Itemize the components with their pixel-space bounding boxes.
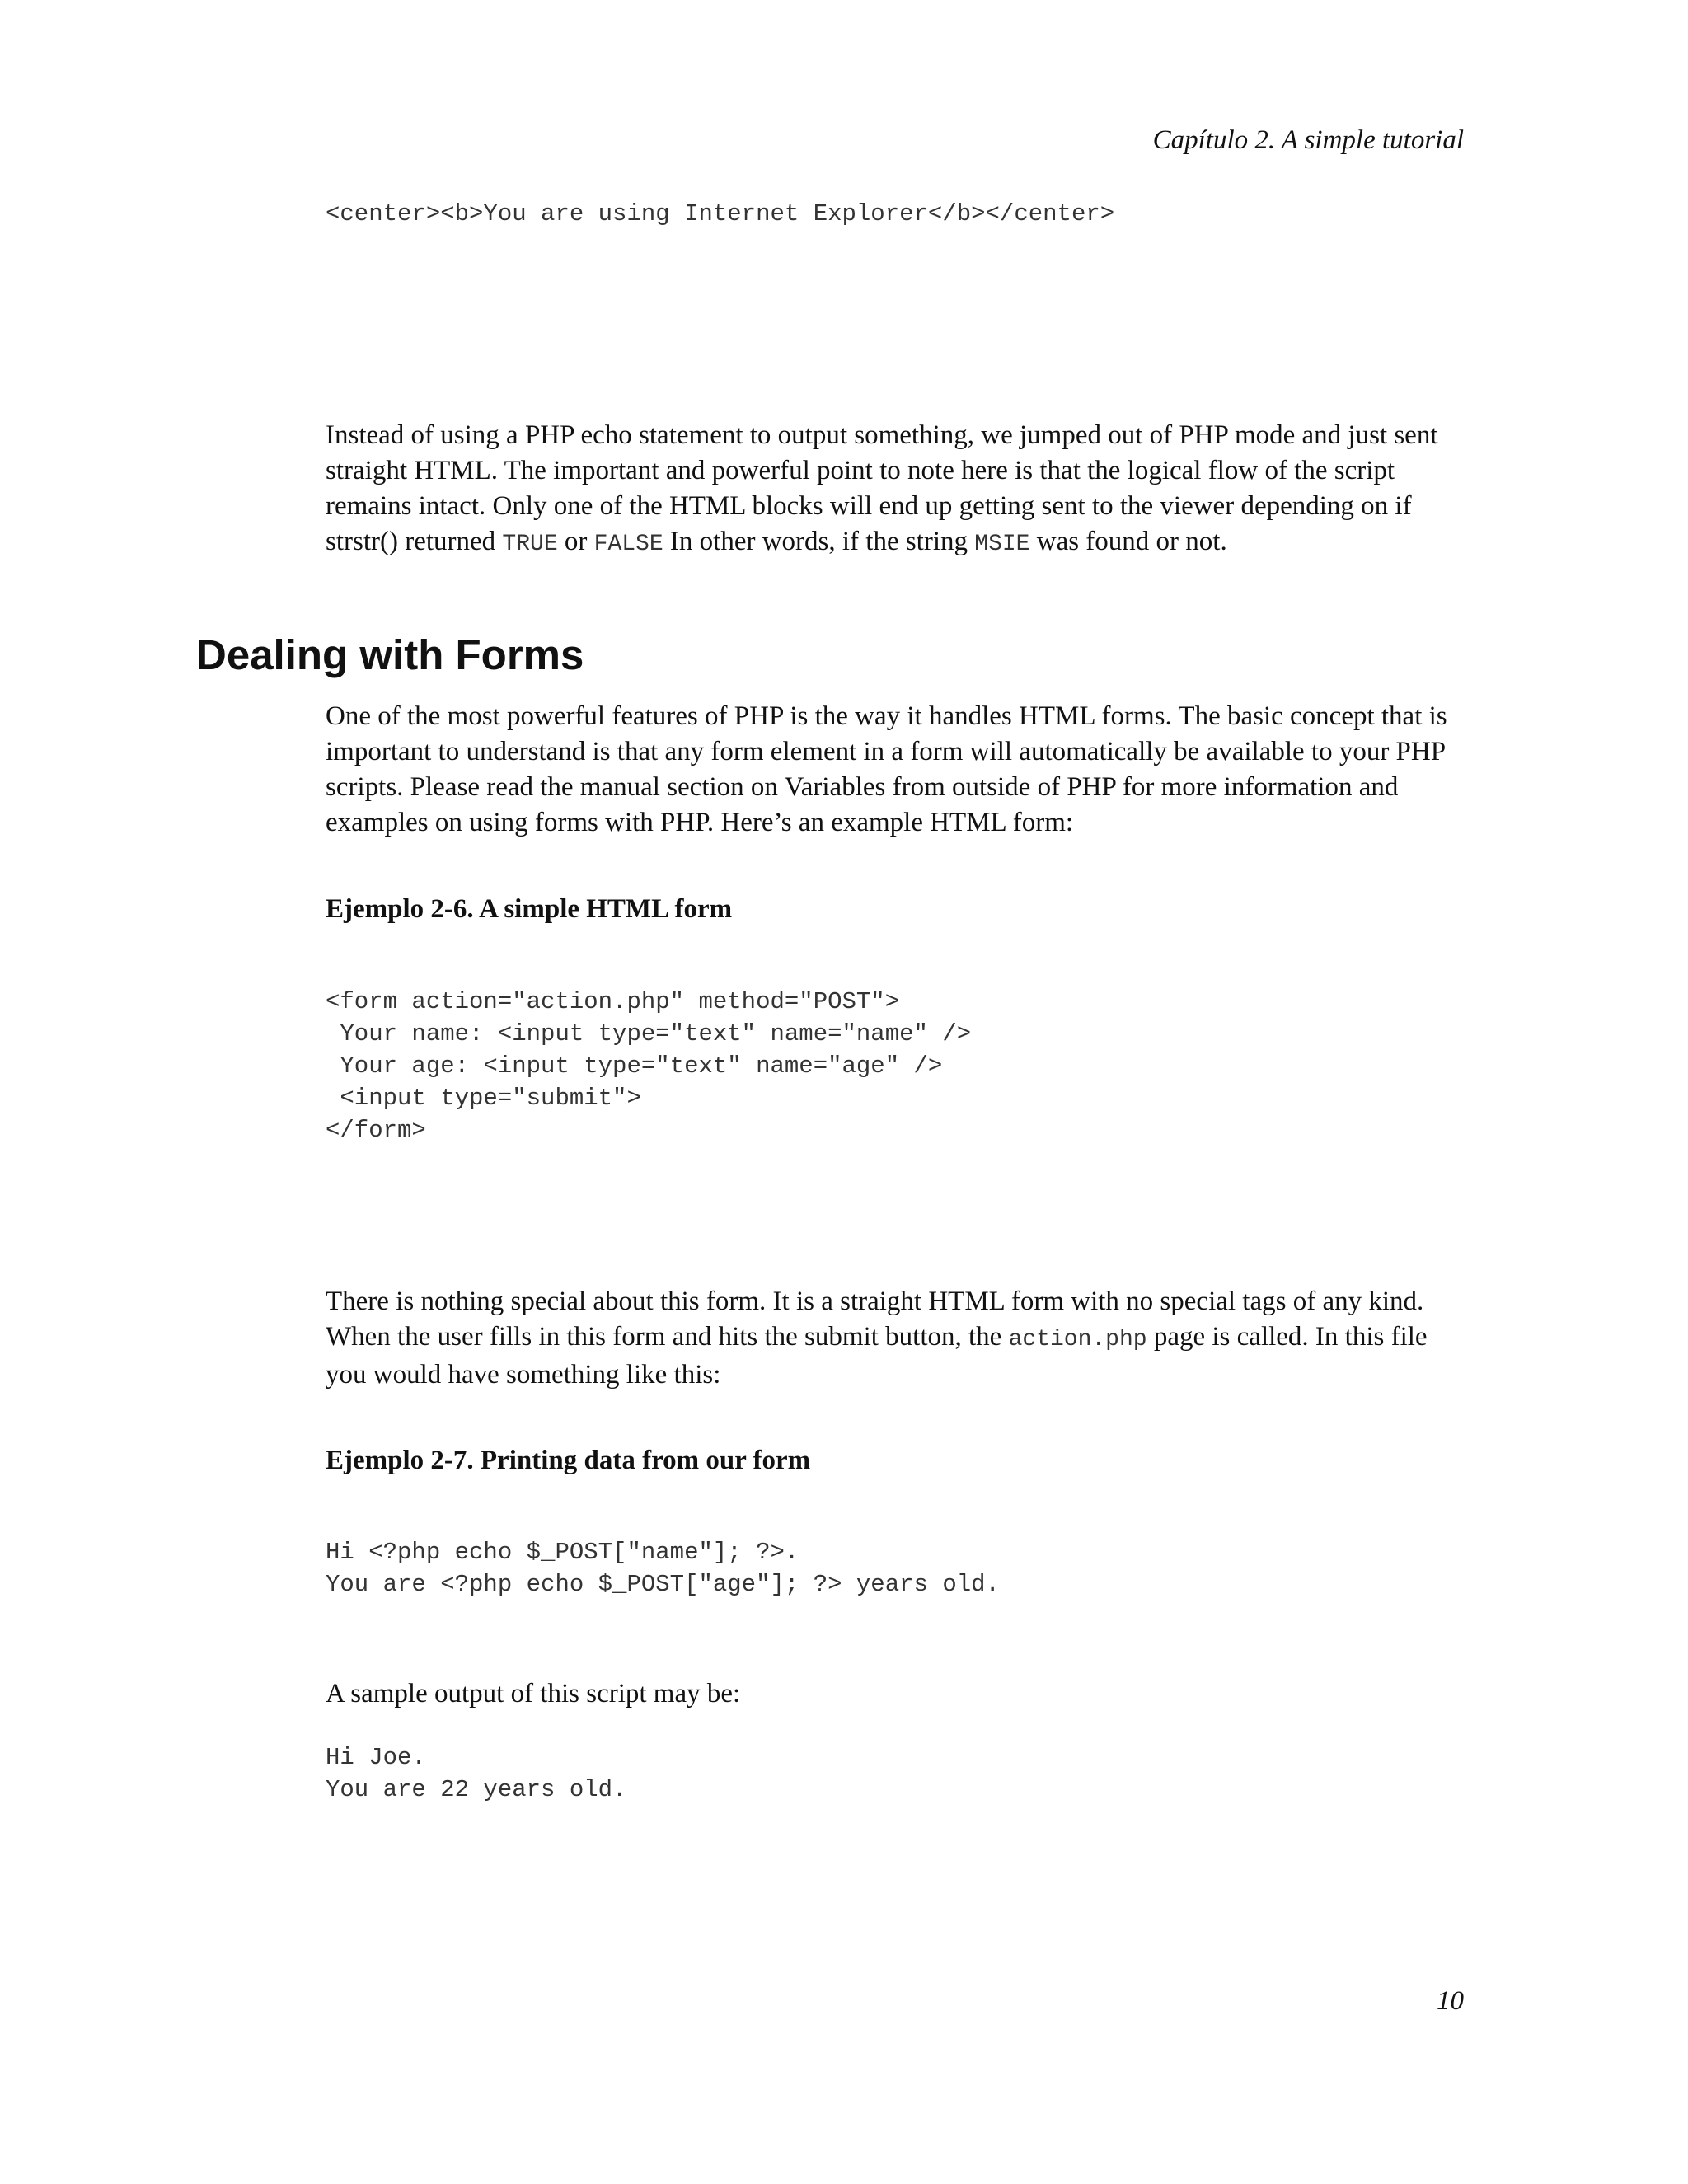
paragraph-text: page is called. In this file you would have something like this: bbox=[326, 1322, 1428, 1390]
paragraph-text: was found or not. bbox=[1029, 527, 1227, 556]
inline-code-action-php: action.php bbox=[1008, 1327, 1147, 1352]
paragraph-text: Instead of using a PHP echo statement to output something, we jumped out of PHP mode and just sent straight HTML. The important and powerful point to note here is that the logical flow of the script remains intact. Only one of the HTML blocks will end up getting sent to the viewer depending on if strstr() returned bbox=[326, 420, 1438, 556]
code-block-sample-output: Hi Joe. You are 22 years old. bbox=[326, 1744, 627, 1803]
code-block-html-form: <form action="action.php" method="POST"> Your name: <input type="text" name="name" /> Your age: <input type="text" name="age" /> <input type="submit"> </form> bbox=[326, 988, 972, 1144]
code-block-center-tag: <center><b>You are using Internet Explorer</b></center> bbox=[326, 200, 1115, 227]
running-header: Capítulo 2. A simple tutorial bbox=[1152, 125, 1464, 155]
paragraph-forms-intro: One of the most powerful features of PHP is the way it handles HTML forms. The basic concept that is important to understand is that any form element in a form will automatically be available to your PHP scripts. Please read the manual section on Variables from outside of PHP for more information and examples on using forms with PHP. Here’s an example HTML form: bbox=[326, 701, 1447, 837]
example-title-printing-data: Ejemplo 2-7. Printing data from our form bbox=[326, 1446, 811, 1475]
page-number: 10 bbox=[1437, 1986, 1464, 2016]
paragraph-text: There is nothing special about this form. It is a straight HTML form with no special tags of any kind. When the user fills in this form and hits the submit button, the bbox=[326, 1286, 1424, 1352]
section-heading: Dealing with Forms bbox=[196, 631, 584, 678]
paragraph-sample-output-intro: A sample output of this script may be: bbox=[326, 1679, 741, 1708]
code-block-printing-data: Hi <?php echo $_POST["name"]; ?>. You are <?php echo $_POST["age"]; ?> years old. bbox=[326, 1539, 1000, 1598]
paragraph-echo-explanation bbox=[326, 418, 1471, 562]
inline-code-false: FALSE bbox=[593, 532, 663, 557]
inline-code-true: TRUE bbox=[502, 532, 558, 557]
example-title-html-form: Ejemplo 2-6. A simple HTML form bbox=[326, 894, 733, 924]
paragraph-text: In other words, if the string bbox=[663, 527, 975, 556]
inline-code-msie: MSIE bbox=[974, 532, 1030, 557]
paragraph-form-description bbox=[326, 1284, 1471, 1393]
paragraph-text: or bbox=[557, 527, 594, 556]
